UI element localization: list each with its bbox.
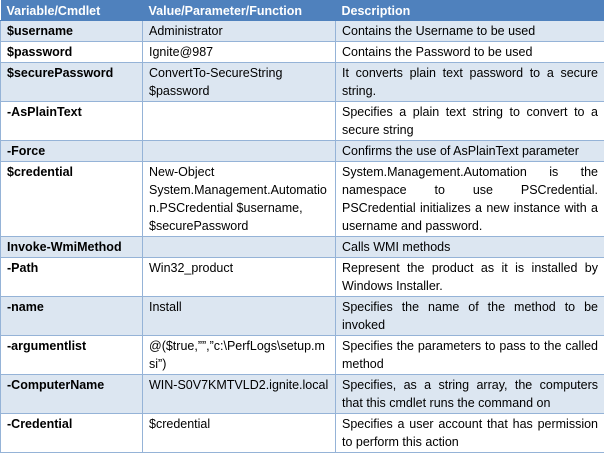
table-row — [1, 63, 604, 102]
table-row — [1, 375, 604, 414]
row-name: -AsPlainText — [1, 102, 143, 141]
row-description: Specifies a plain text string to convert to a secure string — [336, 102, 604, 141]
row-value: ConvertTo-SecureString $password — [143, 63, 336, 102]
row-value: @($true,””,”c:\PerfLogs\setup.msi”) — [143, 336, 336, 375]
row-name: -Credential — [1, 414, 143, 453]
row-name: $password — [1, 42, 143, 63]
row-name: -Path — [1, 258, 143, 297]
row-value — [143, 102, 336, 141]
table-row — [1, 414, 604, 453]
table-row — [1, 258, 604, 297]
table-row — [1, 141, 604, 162]
row-value: WIN-S0V7KMTVLD2.ignite.local — [143, 375, 336, 414]
table-row — [1, 237, 604, 258]
row-value: Win32_product — [143, 258, 336, 297]
row-description: Calls WMI methods — [336, 237, 604, 258]
row-value — [143, 141, 336, 162]
row-description: Confirms the use of AsPlainText parameter — [336, 141, 604, 162]
table-row — [1, 297, 604, 336]
table-row — [1, 21, 604, 42]
row-name: $username — [1, 21, 143, 42]
row-description: System.Management.Automation is the namespace to use PSCredential. PSCredential initializes a new instance with a username and password. — [336, 162, 604, 237]
row-description: Represent the product as it is installed by Windows Installer. — [336, 258, 604, 297]
row-description: Specifies the parameters to pass to the called method — [336, 336, 604, 375]
table-row — [1, 42, 604, 63]
row-name: -Force — [1, 141, 143, 162]
row-value: $credential — [143, 414, 336, 453]
row-description: Contains the Username to be used — [336, 21, 604, 42]
table-header-row — [1, 0, 604, 21]
row-name: Invoke-WmiMethod — [1, 237, 143, 258]
header-description: Description — [336, 0, 604, 21]
row-name: $credential — [1, 162, 143, 237]
row-value: Ignite@987 — [143, 42, 336, 63]
row-value: New-Object System.Management.Automation.PSCredential $username, $securePassword — [143, 162, 336, 237]
row-description: Specifies a user account that has permission to perform this action — [336, 414, 604, 453]
row-value: Install — [143, 297, 336, 336]
row-description: Specifies, as a string array, the computers that this cmdlet runs the command on — [336, 375, 604, 414]
row-description: Specifies the name of the method to be invoked — [336, 297, 604, 336]
row-value: Administrator — [143, 21, 336, 42]
row-name: -ComputerName — [1, 375, 143, 414]
table-row — [1, 102, 604, 141]
row-value — [143, 237, 336, 258]
header-variable-cmdlet: Variable/Cmdlet — [1, 0, 143, 21]
row-name: $securePassword — [1, 63, 143, 102]
header-value-parameter-function: Value/Parameter/Function — [143, 0, 336, 21]
table-row — [1, 162, 604, 237]
row-name: -name — [1, 297, 143, 336]
row-name: -argumentlist — [1, 336, 143, 375]
row-description: It converts plain text password to a secure string. — [336, 63, 604, 102]
row-description: Contains the Password to be used — [336, 42, 604, 63]
table-row — [1, 336, 604, 375]
